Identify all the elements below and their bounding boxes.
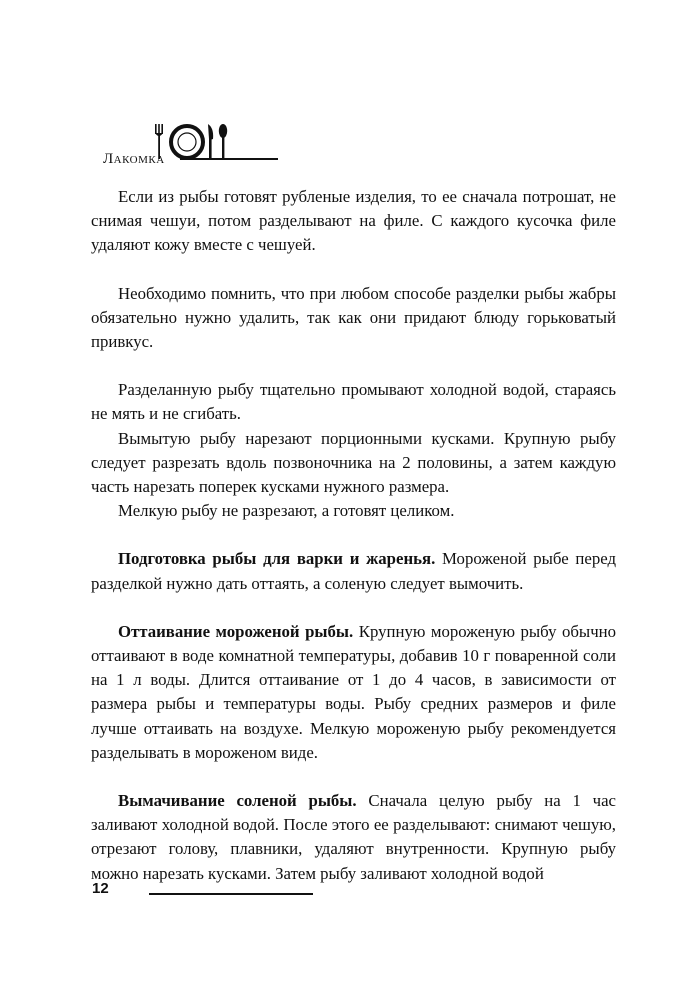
cutlery-plate-icon xyxy=(153,122,233,162)
paragraph: Мелкую рыбу не разрезают, а готовят целиком. xyxy=(118,501,455,521)
running-header xyxy=(103,118,303,168)
paragraph-heading: Оттаивание мороженой рыбы. xyxy=(118,621,354,641)
paragraph: Вымачивание соленой рыбы. Сначала целую рыбу на 1 час заливают холодной водой. После этого ее разделывают: снимают чешую, отрезают голову, плавники, удаляют внутренности. Крупную рыбу можно нарезать кусками. Затем рыбу заливают холодной водой xyxy=(91,791,616,883)
paragraph-heading: Подготовка рыбы для варки и жаренья. xyxy=(118,549,436,569)
paragraph: Оттаивание мороженой рыбы. Крупную мороженую рыбу обычно оттаивают в воде комнатной температуры, добавив 10 г поваренной соли на 1 л воды. Длится оттаивание от 1 до 4 часов, в зависимости от размера рыбы и температуры воды. Рыбу средних размеров и филе лучше оттаивать на воздухе. Мелкую мороженую рыбу рекомендуется разделывать в мороженом виде. xyxy=(91,621,616,762)
footer-rule xyxy=(149,893,313,895)
paragraph: Вымытую рыбу нарезают порционными кусками. Крупную рыбу следует разрезать вдоль позвоночника на 2 половины, а затем каждую часть нарезать поперек кусками нужного размера. xyxy=(91,428,616,497)
header-rule xyxy=(180,158,278,160)
paragraph: Необходимо помнить, что при любом способе разделки рыбы жабры обязательно нужно удалить, так как они придают блюду горьковатый привкус. xyxy=(91,283,616,352)
paragraph: Подготовка рыбы для варки и жаренья. Мороженой рыбе перед разделкой нужно дать оттаять, а соленую следует вымочить. xyxy=(91,549,616,593)
body-text xyxy=(91,185,616,886)
paragraph: Если из рыбы готовят рубленые изделия, то ее сначала потрошат, не снимая чешуи, потом разделывают на филе. С каждого кусочка филе удаляют кожу вместе с чешуей. xyxy=(91,187,616,255)
header-title: Лакомка xyxy=(103,151,165,167)
paragraph: Разделанную рыбу тщательно промывают холодной водой, стараясь не мять и не сгибать. xyxy=(91,380,616,424)
paragraph-heading: Вымачивание соленой рыбы. xyxy=(118,791,357,811)
page-footer xyxy=(92,880,322,904)
page-number: 12 xyxy=(92,880,109,897)
